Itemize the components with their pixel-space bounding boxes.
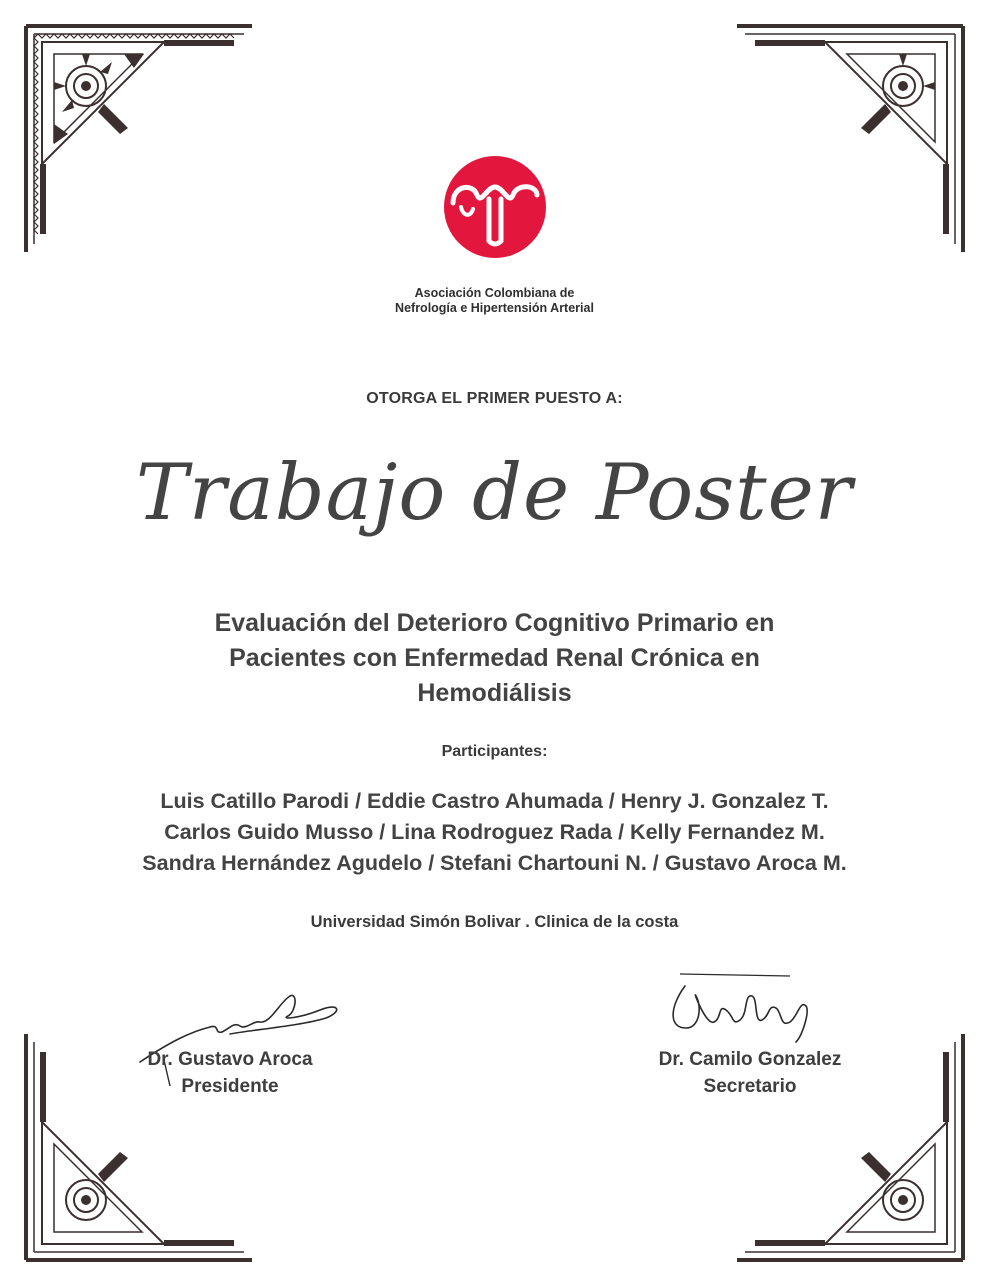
signatory-name: Dr. Gustavo Aroca: [147, 1049, 313, 1070]
signatory-role: Secretario: [703, 1076, 797, 1097]
award-category-title: Trabajo de Poster: [135, 448, 854, 538]
institution: Universidad Simón Bolivar . Clinica de la costa: [310, 913, 679, 931]
work-title: [120, 606, 869, 711]
ornamental-corner-top-right: [735, 24, 965, 254]
signatory-president: [100, 1046, 360, 1100]
association-logo: [443, 155, 547, 259]
organization-line-2: Nefrología e Hipertensión Arterial: [395, 301, 594, 315]
signatory-name: Dr. Camilo Gonzalez: [658, 1049, 842, 1070]
participants-list: [0, 786, 989, 879]
participants-line: Sandra Hernández Agudelo / Stefani Chartouni N. / Gustavo Aroca M.: [142, 851, 847, 875]
work-title-line: Pacientes con Enfermedad Renal Crónica en: [229, 644, 760, 672]
organization-name: [0, 286, 989, 316]
signatory-secretary: [620, 1046, 880, 1100]
award-statement: OTORGA EL PRIMER PUESTO A:: [366, 390, 623, 407]
work-title-line: Hemodiálisis: [417, 679, 572, 707]
participants-line: Carlos Guido Musso / Lina Rodroguez Rada / Kelly Fernandez M.: [164, 820, 825, 844]
organization-line-1: Asociación Colombiana de: [414, 286, 575, 300]
ornamental-corner-top-left: [24, 24, 254, 254]
participants-label: Participantes:: [441, 743, 548, 760]
work-title-line: Evaluación del Deterioro Cognitivo Primario en: [214, 609, 775, 637]
signatory-role: Presidente: [181, 1076, 279, 1097]
participants-line: Luis Catillo Parodi / Eddie Castro Ahumada / Henry J. Gonzalez T.: [160, 789, 829, 813]
